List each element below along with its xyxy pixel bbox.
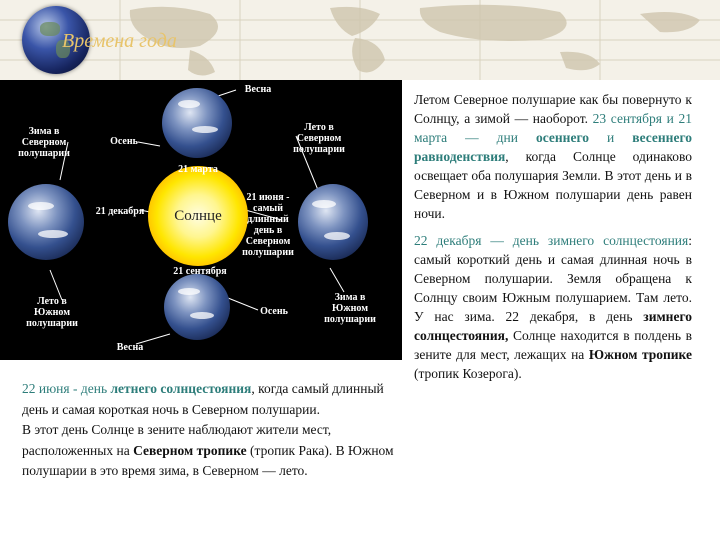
label-summer-south: Лето в Южном полушарии [26, 296, 78, 329]
winter-solstice-text: : самый короткий день и самая длинная ночь в Северном полушарии. Земля обращена к Солнцу своим Южным полушарием. Там лето. У нас зима. 22 декабря, в день [414, 233, 692, 324]
label-autumn-top: Осень [110, 136, 138, 147]
equinox-and: и [589, 130, 633, 145]
summer-solstice-text3: (тропик Рака). В Южном полушарии в это время зима, в Северном — лето. [22, 442, 394, 478]
earth-left [8, 184, 84, 260]
northern-tropic: Северном тропике [133, 442, 247, 458]
summer-solstice-text1: , когда самый длинный день и самая короткая ночь в Северном полушарии. [22, 381, 384, 417]
southern-tropic: Южном тропике [588, 347, 692, 362]
seasons-diagram [0, 80, 402, 360]
label-september-21: 21 сентября [173, 266, 227, 277]
paragraph-equinox [414, 90, 692, 223]
earth-right [298, 184, 368, 260]
equinox-dates: 23 сентября и 21 марта — дни [414, 111, 692, 145]
label-december-21: 21 декабря [95, 206, 145, 217]
label-march-21: 21 марта [178, 164, 218, 175]
summer-solstice-text [22, 379, 404, 482]
equinox-autumn: осеннего [536, 130, 589, 145]
label-winter-south: Зима в Южном полушарии [324, 292, 376, 325]
winter-solstice-heading: 22 декабря — день зимнего солнцестояния [414, 233, 689, 248]
equinox-spring: весеннего равноденствия [414, 130, 692, 164]
label-spring-bottom: Весна [116, 342, 144, 353]
page-title: Времена года [62, 30, 177, 52]
winter-solstice-text3: (тропик Козерога). [414, 366, 522, 381]
earth-bottom [164, 274, 230, 340]
paragraph-winter-solstice [414, 231, 692, 383]
winter-solstice-text2: Солнце находится в полдень в зените для мест, лежащих на [414, 328, 692, 362]
label-june-21: 21 июня - самый длинный день в Северном полушарии [242, 192, 294, 258]
sun-label: Солнце [174, 208, 222, 224]
equinox-intro: Летом Северное полушарие как бы повернуто к Солнцу, а зимой — наоборот. [414, 92, 692, 126]
right-text-column [414, 90, 692, 391]
summer-solstice-text2: В этот день Солнце в зените наблюдают жители мест, расположенных на [22, 422, 332, 458]
summer-solstice-date: 22 июня - день [22, 381, 111, 396]
label-spring-top: Весна [244, 84, 272, 95]
earth-top [162, 88, 232, 158]
label-winter-north: Зима в Северном полушарии [18, 126, 70, 159]
label-summer-north: Лето в Северном полушарии [293, 122, 345, 155]
summer-solstice-bold: летнего солнцестояния [110, 381, 252, 396]
label-autumn-bottom: Осень [260, 306, 288, 317]
equinox-rest: , когда Солнце одинаково освещает оба полушария Земли. В этот день и в Северном и в Южном полушарии день равен ночи. [414, 149, 692, 221]
winter-solstice-bold: зимнего солнцестояния, [414, 309, 692, 343]
